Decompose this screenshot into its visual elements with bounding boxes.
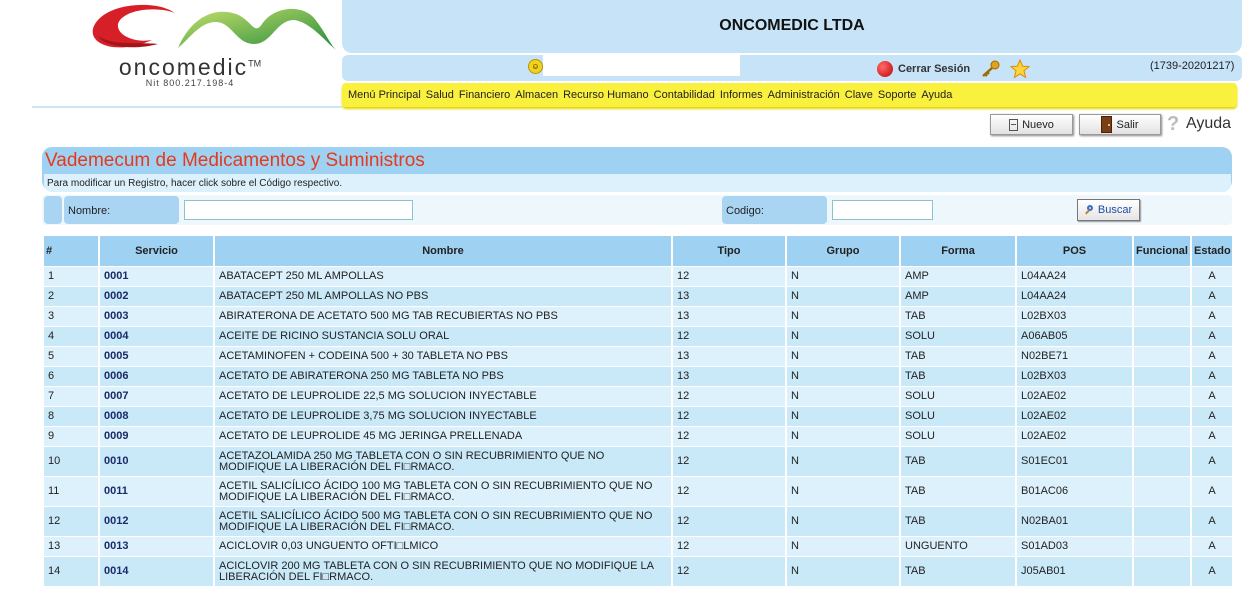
medications-table <box>42 235 1234 587</box>
row-number: 11 <box>44 477 98 506</box>
row-number: 10 <box>44 447 98 476</box>
pos-code-cell: J05AB01 <box>1017 557 1132 586</box>
medication-name: ACICLOVIR 200 MG TABLETA CON O SIN RECUBRIMIENTO QUE NO MODIFIQUE LA LIBERACIÓN DEL FI□RMACO. <box>215 557 671 586</box>
grupo-cell: N <box>787 307 899 326</box>
table-row <box>44 507 1232 536</box>
tipo-cell: 13 <box>673 307 785 326</box>
pos-code-cell: N02BE71 <box>1017 347 1132 366</box>
service-code-link[interactable]: 0007 <box>100 387 213 406</box>
table-row <box>44 287 1232 306</box>
new-button[interactable] <box>990 114 1073 135</box>
pos-code-cell: L02AE02 <box>1017 387 1132 406</box>
grupo-cell: N <box>787 347 899 366</box>
estado-cell: A <box>1192 477 1232 506</box>
logout-button[interactable] <box>877 61 970 77</box>
brand-name: oncomedic™ <box>118 54 262 80</box>
service-code-link[interactable]: 0002 <box>100 287 213 306</box>
menu-item-menu-principal[interactable]: Menú Principal <box>348 89 421 101</box>
stop-icon <box>877 61 893 77</box>
table-body <box>44 267 1232 586</box>
forma-cell: TAB <box>901 447 1015 476</box>
medication-name: ACETATO DE LEUPROLIDE 3,75 MG SOLUCION INYECTABLE <box>215 407 671 426</box>
estado-cell: A <box>1192 347 1232 366</box>
row-number: 8 <box>44 407 98 426</box>
col-header-estado[interactable]: Estado <box>1192 236 1232 266</box>
col-header-funcional[interactable]: Funcional <box>1134 236 1190 266</box>
logo-swoosh-graphic <box>40 0 340 58</box>
menu-item-almacen[interactable]: Almacen <box>515 89 559 101</box>
service-code-link[interactable]: 0014 <box>100 557 213 586</box>
service-code-link[interactable]: 0009 <box>100 427 213 446</box>
service-code-link[interactable]: 0006 <box>100 367 213 386</box>
menu-item-contabilidad[interactable]: Contabilidad <box>653 89 715 101</box>
medication-name: ACEITE DE RICINO SUSTANCIA SOLU ORAL <box>215 327 671 346</box>
grupo-cell: N <box>787 427 899 446</box>
service-code-link[interactable]: 0004 <box>100 327 213 346</box>
table-row <box>44 537 1232 556</box>
estado-cell: A <box>1192 307 1232 326</box>
pos-code-cell: L02BX03 <box>1017 307 1132 326</box>
service-code-link[interactable]: 0011 <box>100 477 213 506</box>
medication-name: ACETATO DE ABIRATERONA 250 MG TABLETA NO PBS <box>215 367 671 386</box>
tipo-cell: 12 <box>673 267 785 286</box>
table-row <box>44 407 1232 426</box>
medication-name: ACETIL SALICÍLICO ÁCIDO 100 MG TABLETA CON O SIN RECUBRIMIENTO QUE NO MODIFIQUE LA LIBERACIÓN DEL FI□RMACO. <box>215 477 671 506</box>
table-row <box>44 387 1232 406</box>
row-number: 4 <box>44 327 98 346</box>
grupo-cell: N <box>787 267 899 286</box>
service-code-link[interactable]: 0005 <box>100 347 213 366</box>
funcional-cell <box>1134 507 1190 536</box>
menu-item-administracion[interactable]: Administración <box>767 89 840 101</box>
new-button-label: Nuevo <box>1022 118 1054 131</box>
session-code: (1739-20201217) <box>1150 60 1235 72</box>
door-icon <box>1101 116 1112 133</box>
funcional-cell <box>1134 447 1190 476</box>
pos-code-cell: S01AD03 <box>1017 537 1132 556</box>
pos-code-cell: S01EC01 <box>1017 447 1132 476</box>
estado-cell: A <box>1192 427 1232 446</box>
estado-cell: A <box>1192 537 1232 556</box>
row-number: 12 <box>44 507 98 536</box>
row-number: 9 <box>44 427 98 446</box>
code-label: Codigo: <box>726 205 764 217</box>
forma-cell: TAB <box>901 557 1015 586</box>
menu-item-ayuda[interactable]: Ayuda <box>921 89 953 101</box>
tipo-cell: 12 <box>673 557 785 586</box>
forma-cell: AMP <box>901 287 1015 306</box>
pos-code-cell: L02BX03 <box>1017 367 1132 386</box>
col-header-pos[interactable]: POS <box>1017 236 1132 266</box>
name-search-input[interactable] <box>184 200 413 220</box>
medication-name: ACETATO DE LEUPROLIDE 22,5 MG SOLUCION INYECTABLE <box>215 387 671 406</box>
medication-name: ACETAZOLAMIDA 250 MG TABLETA CON O SIN RECUBRIMIENTO QUE NO MODIFIQUE LA LIBERACIÓN DEL FI□RMACO. <box>215 447 671 476</box>
table-header-row <box>44 236 1232 266</box>
table-row <box>44 347 1232 366</box>
funcional-cell <box>1134 477 1190 506</box>
menu-item-soporte[interactable]: Soporte <box>877 89 917 101</box>
estado-cell: A <box>1192 447 1232 476</box>
name-label: Nombre: <box>68 205 111 217</box>
logo-divider <box>32 106 342 108</box>
medication-name: ACETATO DE LEUPROLIDE 45 MG JERINGA PRELLENADA <box>215 427 671 446</box>
row-number: 1 <box>44 267 98 286</box>
exit-button[interactable] <box>1079 114 1161 135</box>
pos-code-cell: A06AB05 <box>1017 327 1132 346</box>
grupo-cell: N <box>787 327 899 346</box>
forma-cell: TAB <box>901 367 1015 386</box>
service-code-link[interactable]: 0012 <box>100 507 213 536</box>
instruction-text: Para modificar un Registro, hacer click sobre el Código respectivo. <box>47 178 343 189</box>
instruction-bar <box>44 174 1231 192</box>
tipo-cell: 12 <box>673 387 785 406</box>
tipo-cell: 12 <box>673 327 785 346</box>
document-icon <box>1009 119 1018 131</box>
service-code-link[interactable]: 0013 <box>100 537 213 556</box>
col-header-number: # <box>44 236 98 266</box>
medication-name: ABATACEPT 250 ML AMPOLLAS <box>215 267 671 286</box>
tipo-cell: 12 <box>673 477 785 506</box>
forma-cell: AMP <box>901 267 1015 286</box>
star-icon[interactable] <box>1010 59 1030 79</box>
grupo-cell: N <box>787 287 899 306</box>
forma-cell: SOLU <box>901 387 1015 406</box>
pos-code-cell: L04AA24 <box>1017 287 1132 306</box>
estado-cell: A <box>1192 367 1232 386</box>
funcional-cell <box>1134 537 1190 556</box>
tipo-cell: 13 <box>673 347 785 366</box>
forma-cell: TAB <box>901 307 1015 326</box>
forma-cell: SOLU <box>901 407 1015 426</box>
funcional-cell <box>1134 557 1190 586</box>
forma-cell: TAB <box>901 507 1015 536</box>
forma-cell: SOLU <box>901 327 1015 346</box>
estado-cell: A <box>1192 327 1232 346</box>
table-row <box>44 557 1232 586</box>
funcional-cell <box>1134 267 1190 286</box>
grupo-cell: N <box>787 507 899 536</box>
tipo-cell: 12 <box>673 407 785 426</box>
help-link[interactable]: Ayuda <box>1186 115 1232 132</box>
forma-cell: SOLU <box>901 427 1015 446</box>
forma-cell: TAB <box>901 347 1015 366</box>
row-number: 7 <box>44 387 98 406</box>
grupo-cell: N <box>787 447 899 476</box>
estado-cell: A <box>1192 387 1232 406</box>
grupo-cell: N <box>787 387 899 406</box>
estado-cell: A <box>1192 407 1232 426</box>
pos-code-cell: L02AE02 <box>1017 407 1132 426</box>
medication-name: ABATACEPT 250 ML AMPOLLAS NO PBS <box>215 287 671 306</box>
grupo-cell: N <box>787 537 899 556</box>
key-icon[interactable] <box>980 60 1000 78</box>
search-button[interactable] <box>1077 199 1140 221</box>
funcional-cell <box>1134 327 1190 346</box>
funcional-cell <box>1134 367 1190 386</box>
row-number: 5 <box>44 347 98 366</box>
smiley-icon: ☺ <box>528 59 543 74</box>
tipo-cell: 13 <box>673 367 785 386</box>
funcional-cell <box>1134 347 1190 366</box>
col-header-forma[interactable]: Forma <box>901 236 1015 266</box>
funcional-cell <box>1134 307 1190 326</box>
medication-name: ACETAMINOFEN + CODEINA 500 + 30 TABLETA NO PBS <box>215 347 671 366</box>
tipo-cell: 12 <box>673 447 785 476</box>
menu-item-salud[interactable]: Salud <box>425 89 454 101</box>
medication-name: ACETIL SALICÍLICO ÁCIDO 500 MG TABLETA CON O SIN RECUBRIMIENTO QUE NO MODIFIQUE LA LIBERACIÓN DEL FI□RMACO. <box>215 507 671 536</box>
table-row <box>44 327 1232 346</box>
tipo-cell: 12 <box>673 507 785 536</box>
pos-code-cell: N02BA01 <box>1017 507 1132 536</box>
forma-cell: TAB <box>901 477 1015 506</box>
exit-button-label: Salir <box>1116 118 1139 131</box>
table-row <box>44 267 1232 286</box>
funcional-cell <box>1134 387 1190 406</box>
table-row <box>44 447 1232 476</box>
funcional-cell <box>1134 287 1190 306</box>
search-row-marker <box>44 196 62 224</box>
estado-cell: A <box>1192 287 1232 306</box>
table-row <box>44 477 1232 506</box>
service-code-link[interactable]: 0003 <box>100 307 213 326</box>
table-row <box>44 367 1232 386</box>
search-button-label: Buscar <box>1097 204 1133 216</box>
menu-item-clave[interactable]: Clave <box>844 89 873 101</box>
pos-code-cell: L02AE02 <box>1017 427 1132 446</box>
table-row <box>44 427 1232 446</box>
tipo-cell: 13 <box>673 287 785 306</box>
tipo-cell: 12 <box>673 537 785 556</box>
menu-item-recurso-humano[interactable]: Recurso Humano <box>563 89 649 101</box>
grupo-cell: N <box>787 477 899 506</box>
tipo-cell: 12 <box>673 427 785 446</box>
pos-code-cell: B01AC06 <box>1017 477 1132 506</box>
col-header-grupo[interactable]: Grupo <box>787 236 899 266</box>
funcional-cell <box>1134 427 1190 446</box>
user-info-box <box>543 54 740 76</box>
medication-name: ABIRATERONA DE ACETATO 500 MG TAB RECUBIERTAS NO PBS <box>215 307 671 326</box>
grupo-cell: N <box>787 557 899 586</box>
row-number: 2 <box>44 287 98 306</box>
service-code-link[interactable]: 0008 <box>100 407 213 426</box>
estado-cell: A <box>1192 267 1232 286</box>
grupo-cell: N <box>787 367 899 386</box>
grupo-cell: N <box>787 407 899 426</box>
col-header-tipo[interactable]: Tipo <box>673 236 785 266</box>
row-number: 3 <box>44 307 98 326</box>
main-menu-bar <box>342 83 1237 107</box>
help-icon[interactable]: ? <box>1167 113 1180 135</box>
estado-cell: A <box>1192 557 1232 586</box>
col-header-nombre[interactable]: Nombre <box>215 236 671 266</box>
menu-item-informes[interactable]: Informes <box>719 89 763 101</box>
service-code-link[interactable]: 0001 <box>100 267 213 286</box>
funcional-cell <box>1134 407 1190 426</box>
menu-item-financiero[interactable]: Financiero <box>458 89 511 101</box>
company-logo <box>40 0 340 100</box>
medication-name: ACICLOVIR 0,03 UNGUENTO OFTI□LMICO <box>215 537 671 556</box>
page-title: Vademecum de Medicamentos y Suministros <box>45 150 425 171</box>
search-icon <box>1085 205 1095 215</box>
company-title: ONCOMEDIC LTDA <box>342 0 1242 53</box>
row-number: 6 <box>44 367 98 386</box>
row-number: 14 <box>44 557 98 586</box>
logout-label: Cerrar Sesión <box>898 63 971 75</box>
service-code-link[interactable]: 0010 <box>100 447 213 476</box>
code-search-input[interactable] <box>832 200 933 220</box>
row-number: 13 <box>44 537 98 556</box>
session-bar <box>342 55 1242 81</box>
estado-cell: A <box>1192 507 1232 536</box>
table-row <box>44 307 1232 326</box>
company-nit: Nit 800.217.198-4 <box>145 78 235 88</box>
forma-cell: UNGUENTO <box>901 537 1015 556</box>
pos-code-cell: L04AA24 <box>1017 267 1132 286</box>
col-header-servicio[interactable]: Servicio <box>100 236 213 266</box>
